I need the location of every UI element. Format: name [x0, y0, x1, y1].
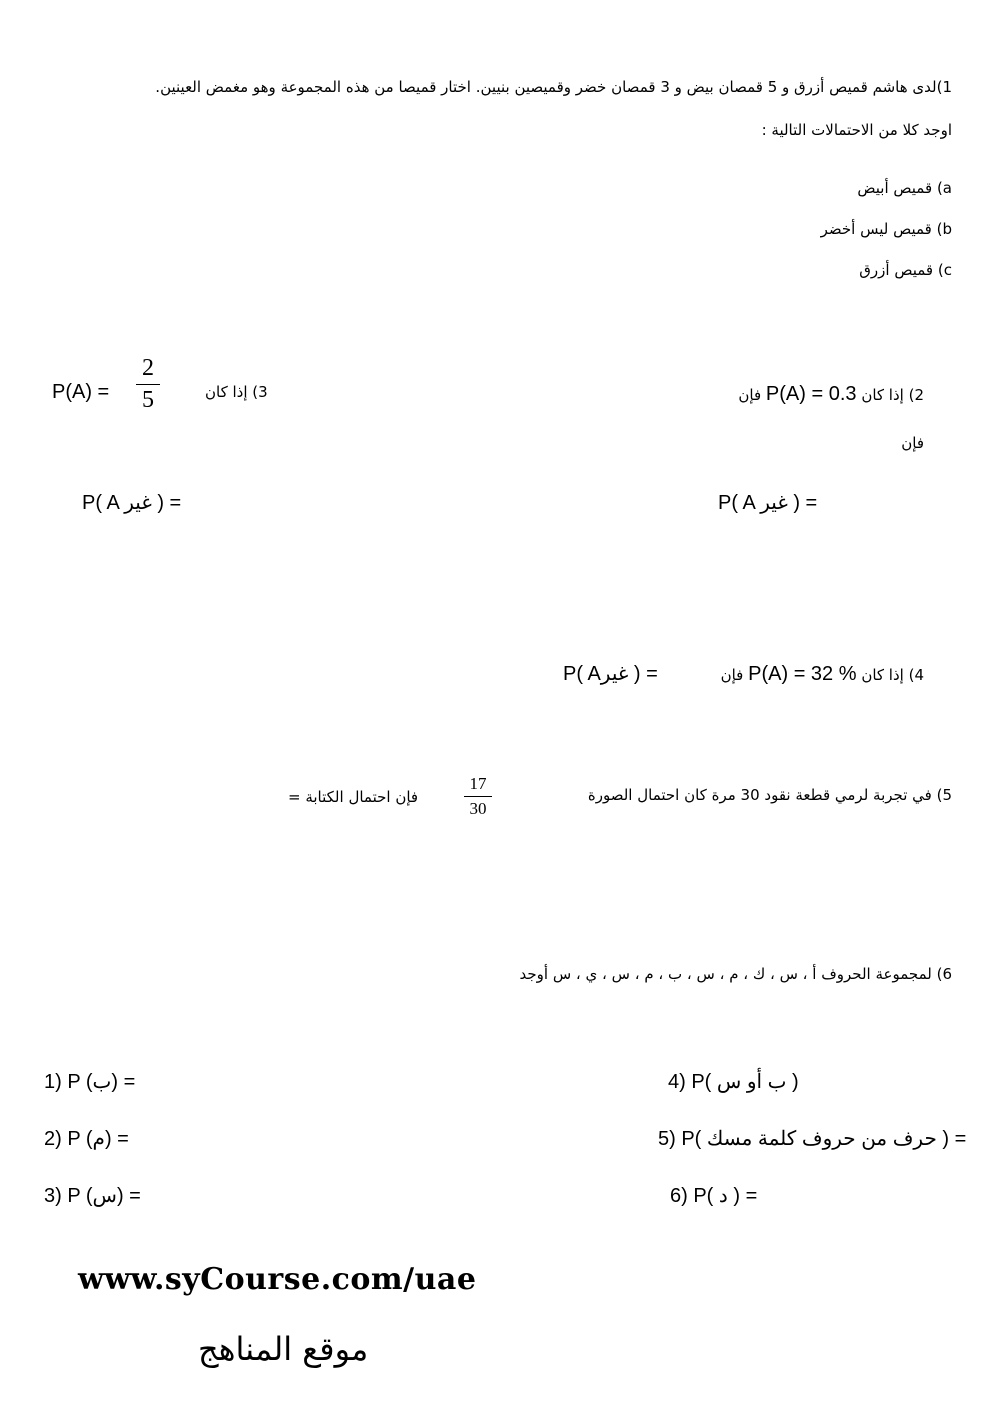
- q4-prefix: 4) إذا كان: [861, 666, 924, 684]
- q3-fraction: [136, 355, 160, 414]
- q6-right-6: 6) P( د ) =: [670, 1185, 758, 1207]
- q6-text: 6) لمجموعة الحروف أ ، س ، ك ، م ، س ، ب ، م ، س ، ي ، س أوجد: [519, 965, 952, 983]
- q3-lhs: P(A) =: [52, 381, 110, 403]
- q6-left-1: 1) P (ب) =: [44, 1071, 136, 1093]
- q4-answer: P( Aغير ) =: [563, 663, 658, 685]
- q5-numerator: 17: [469, 774, 487, 793]
- item-text: قميص ليس أخضر: [820, 220, 932, 238]
- q5-fraction: [464, 774, 492, 819]
- q3-prefix: 3) إذا كان: [205, 383, 268, 401]
- site-url: www.syCourse.com/uae: [78, 1262, 477, 1297]
- item-letter: c): [937, 261, 952, 279]
- q1-line2: اوجد كلا من الاحتمالات التالية :: [761, 121, 952, 139]
- q2-prefix: 2) إذا كان: [861, 386, 924, 404]
- q4-expr: P(A) = 32 %: [748, 663, 857, 685]
- item-text: قميص أزرق: [859, 261, 934, 279]
- q2-then: فإن: [738, 386, 762, 404]
- q3-numerator: 2: [142, 355, 154, 381]
- q6-right-4: 4) P( ب أو س ): [668, 1071, 799, 1093]
- item-text: قميص أبيض: [857, 179, 933, 197]
- q1-item-b: [821, 220, 952, 238]
- q1-item-a: [857, 179, 952, 197]
- q2-then-line: فإن: [901, 434, 924, 452]
- q2-answer: P( A غير ) =: [718, 492, 818, 514]
- q6-left-3: 3) P (س) =: [44, 1185, 141, 1207]
- q1-item-c: [859, 261, 952, 279]
- fraction-bar: [136, 384, 160, 385]
- q4-statement: [721, 663, 924, 686]
- item-letter: a): [936, 179, 952, 197]
- site-brand: موقع المناهج: [198, 1330, 369, 1368]
- q3-denominator: 5: [142, 387, 154, 413]
- q5-denominator: 30: [469, 799, 487, 818]
- q2-statement: [738, 383, 924, 406]
- q6-left-2: 2) P (م) =: [44, 1128, 129, 1150]
- q4-then: فإن: [720, 666, 744, 684]
- q6-right-5: 5) P( حرف من حروف كلمة مسك ) =: [658, 1128, 967, 1150]
- q2-expr: P(A) = 0.3: [765, 383, 857, 405]
- q5-text: 5) في تجربة لرمي قطعة نقود 30 مرة كان احتمال الصورة: [587, 786, 952, 804]
- fraction-bar: [464, 796, 492, 797]
- q1-line1: 1)لدى هاشم قميص أزرق و 5 قمصان بيض و 3 قمصان خضر وقميصين بنيين. اختار قميصا من هذه المجموعة وهو مغمض العينين.: [155, 78, 952, 96]
- q3-answer: P( A غير ) =: [82, 492, 182, 514]
- item-letter: b): [936, 220, 952, 238]
- q5-tail: فإن احتمال الكتابة =: [288, 788, 419, 806]
